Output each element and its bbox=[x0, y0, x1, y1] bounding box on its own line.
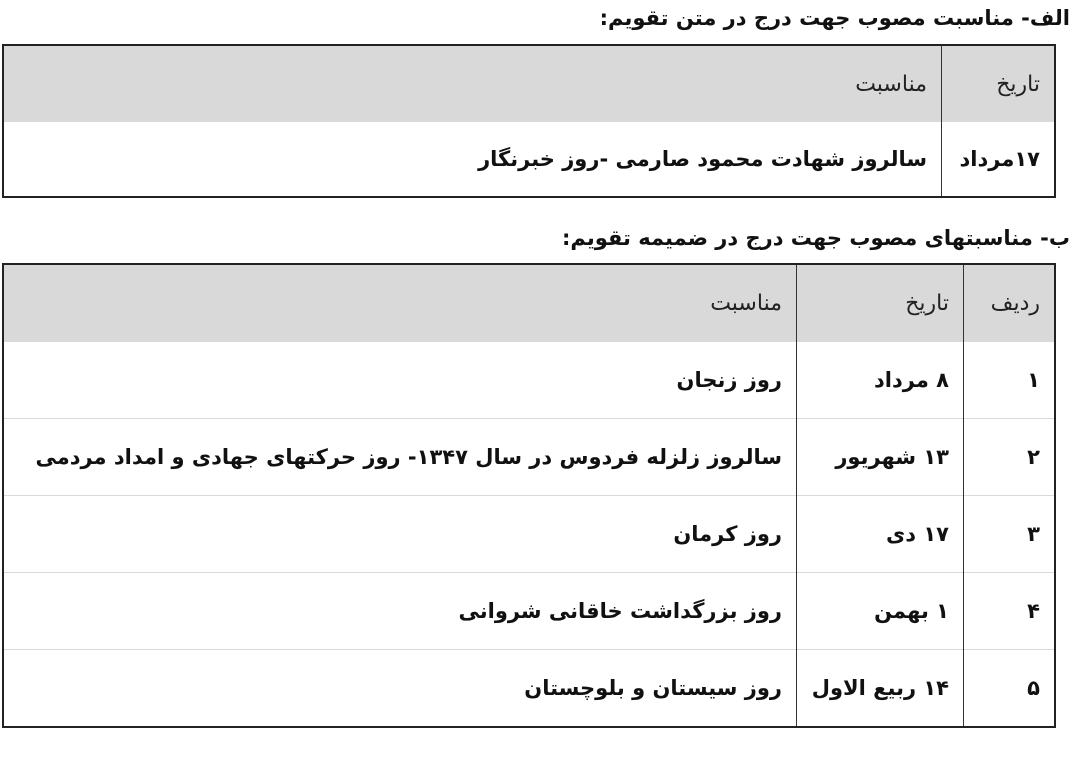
cell-occasion: روز زنجان bbox=[3, 342, 797, 419]
supplement-occasions-table bbox=[2, 263, 1056, 728]
cell-row-number: ۵ bbox=[964, 650, 1056, 728]
table-header-row bbox=[3, 264, 1055, 342]
cell-date: ۱ بهمن bbox=[797, 573, 964, 650]
cell-date: ۱۴ ربیع الاول bbox=[797, 650, 964, 728]
section-b-title: ب- مناسبتهای مصوب جهت درج در ضمیمه تقویم: bbox=[562, 226, 1070, 250]
cell-occasion: روز کرمان bbox=[3, 496, 797, 573]
table-row bbox=[3, 573, 1055, 650]
table-row bbox=[3, 650, 1055, 728]
cell-row-number: ۱ bbox=[964, 342, 1056, 419]
header-occasion: مناسبت bbox=[3, 45, 942, 122]
header-date: تاریخ bbox=[942, 45, 1056, 122]
table-row bbox=[3, 419, 1055, 496]
table-row bbox=[3, 496, 1055, 573]
cell-occasion: سالروز شهادت محمود صارمی -روز خبرنگار bbox=[478, 147, 927, 171]
cell-row-number: ۳ bbox=[964, 496, 1056, 573]
approved-occasion-table bbox=[2, 44, 1056, 198]
header-date: تاریخ bbox=[797, 264, 964, 342]
cell-occasion: روز بزرگداشت خاقانی شروانی bbox=[3, 573, 797, 650]
table-header-row bbox=[3, 45, 1055, 122]
header-occasion: مناسبت bbox=[3, 264, 797, 342]
cell-date: ۸ مرداد bbox=[797, 342, 964, 419]
cell-row-number: ۲ bbox=[964, 419, 1056, 496]
cell-date: ۱۷ دی bbox=[797, 496, 964, 573]
cell-date: ۱۷مرداد bbox=[942, 122, 1056, 197]
cell-row-number: ۴ bbox=[964, 573, 1056, 650]
table-row bbox=[3, 122, 1055, 197]
table-row bbox=[3, 342, 1055, 419]
header-row-number: ردیف bbox=[964, 264, 1056, 342]
section-a-title: الف- مناسبت مصوب جهت درج در متن تقویم: bbox=[599, 6, 1070, 30]
cell-occasion: سالروز زلزله فردوس در سال ۱۳۴۷- روز حرکتهای جهادی و امداد مردمی bbox=[3, 419, 797, 496]
cell-occasion: روز سیستان و بلوچستان bbox=[3, 650, 797, 728]
cell-date: ۱۳ شهریور bbox=[797, 419, 964, 496]
